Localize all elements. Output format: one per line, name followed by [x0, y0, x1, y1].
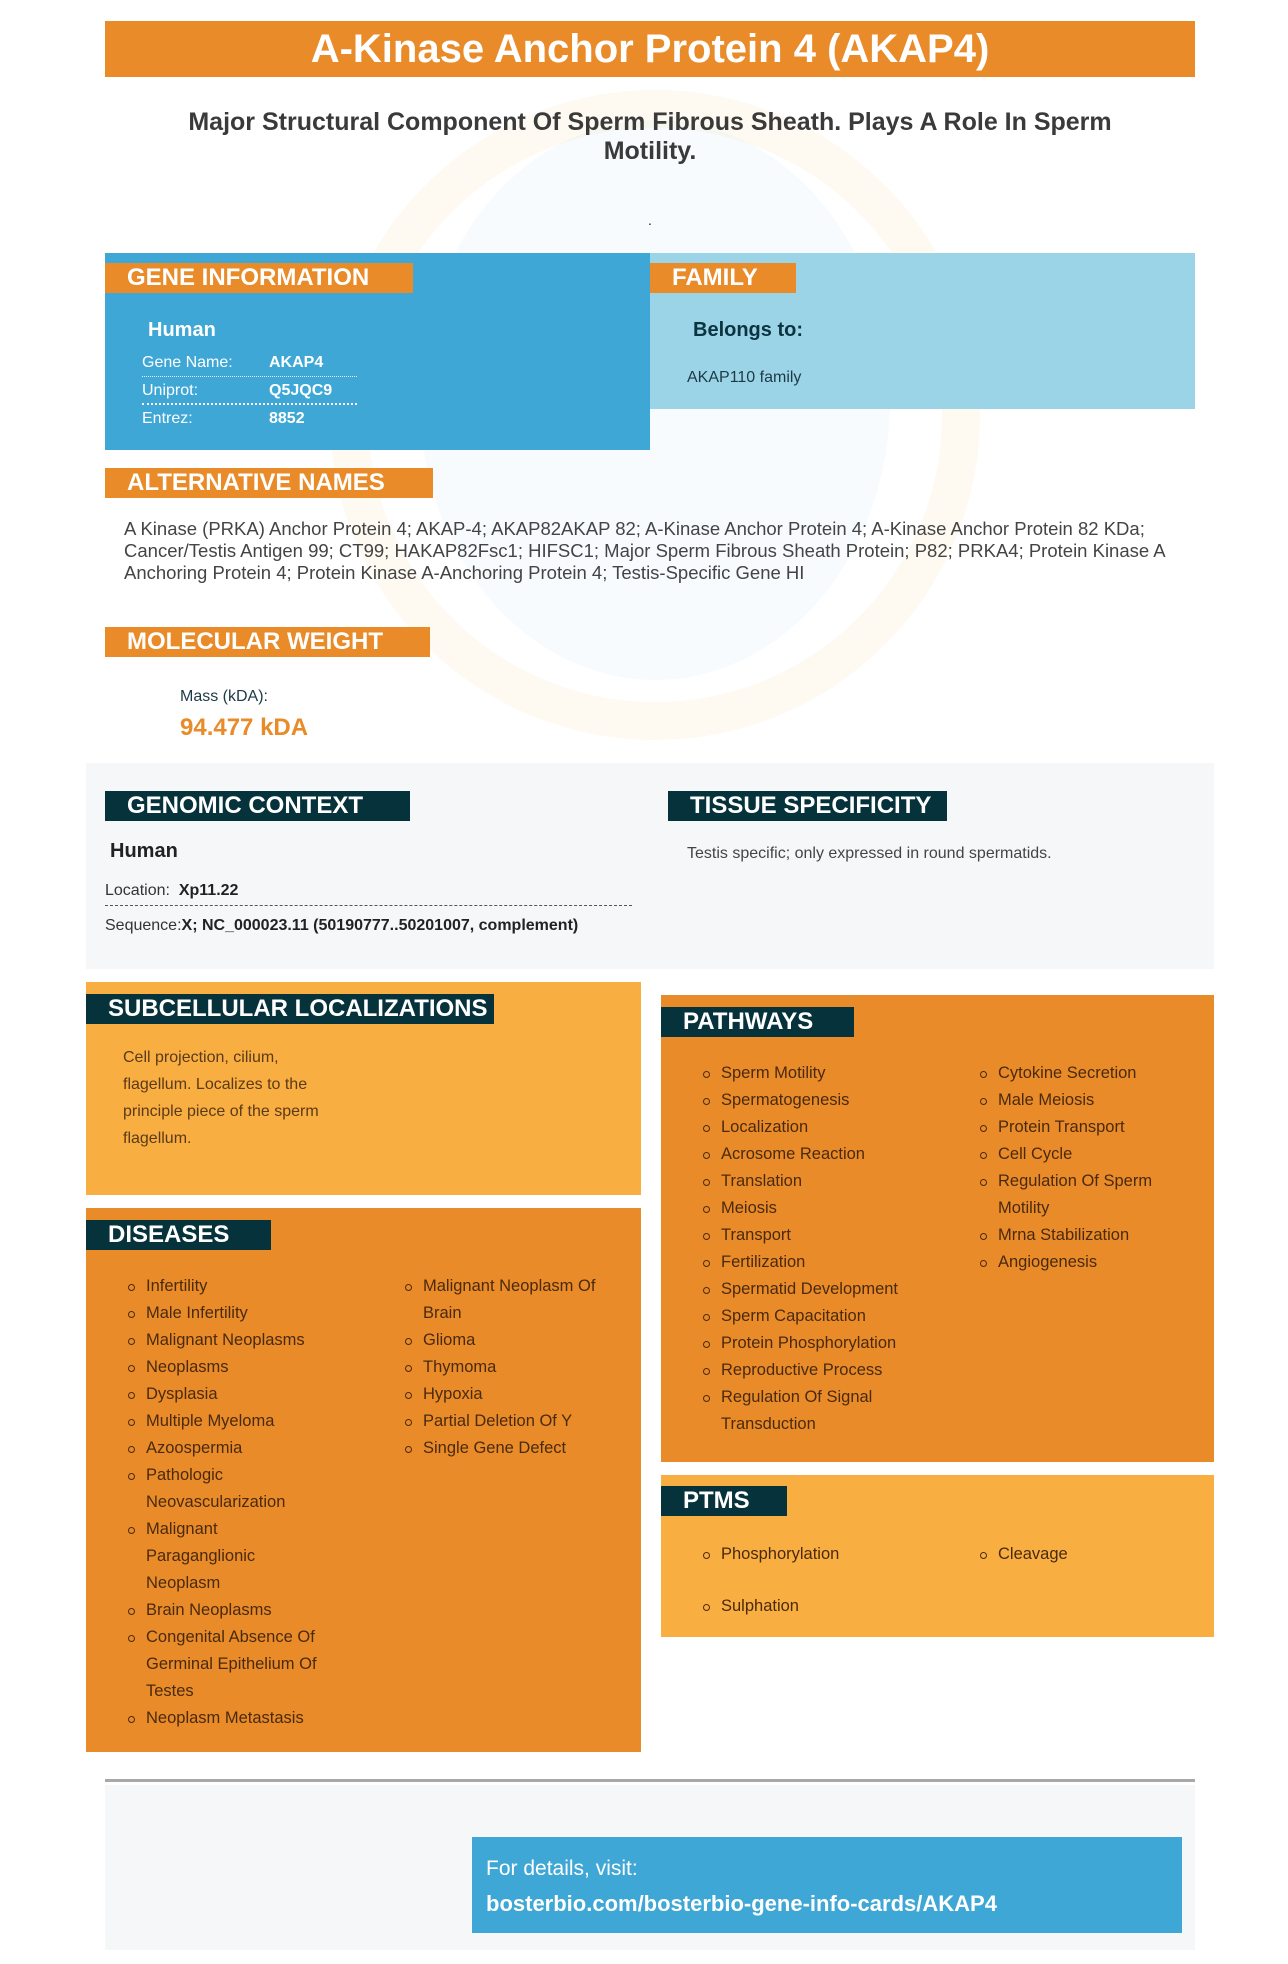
gene-name-label: Gene Name:: [142, 354, 233, 371]
entrez-row: [142, 405, 357, 433]
pathways-section: [661, 995, 1214, 1462]
gene-information-section: [105, 253, 650, 450]
list-item: Glioma: [405, 1327, 615, 1354]
uniprot-value: Q5JQC9: [269, 382, 333, 399]
family-heading: FAMILY: [650, 263, 796, 293]
sequence-label: Sequence:: [105, 917, 182, 934]
gene-information-heading: GENE INFORMATION: [105, 263, 413, 293]
list-item: Infertility: [128, 1273, 338, 1300]
diseases-list-col1: [128, 1273, 338, 1732]
gene-name-row: [142, 349, 357, 377]
list-item: Spermatogenesis: [703, 1087, 933, 1114]
pathways-list-col1: [703, 1060, 933, 1438]
mass-label: Mass (kDA):: [180, 688, 268, 705]
location-label: Location:: [105, 882, 170, 899]
list-item: Mrna Stabilization: [980, 1222, 1190, 1249]
visit-label: For details, visit:: [486, 1857, 638, 1880]
list-item: Male Infertility: [128, 1300, 338, 1327]
location-value: Xp11.22: [178, 882, 239, 899]
uniprot-label: Uniprot:: [142, 382, 199, 399]
list-item: Malignant Neoplasm Of Brain: [405, 1273, 615, 1327]
list-item: Partial Deletion Of Y: [405, 1408, 615, 1435]
tissue-specificity-heading: TISSUE SPECIFICITY: [668, 791, 947, 821]
visit-link-box[interactable]: [472, 1837, 1182, 1933]
sequence-row: [105, 911, 632, 941]
tissue-specificity-text: Testis specific; only expressed in round spermatids.: [687, 845, 1052, 862]
list-item: Neoplasm Metastasis: [128, 1705, 338, 1732]
list-item: Phosphorylation: [703, 1541, 933, 1568]
visit-url-link[interactable]: bosterbio.com/bosterbio-gene-info-cards/AKAP4: [486, 1891, 997, 1916]
ptms-section: [661, 1475, 1214, 1637]
ptms-heading: PTMS: [661, 1486, 787, 1516]
ptms-list-col2: [980, 1541, 1190, 1568]
alternative-names-text: A Kinase (PRKA) Anchor Protein 4; AKAP-4; AKAP82AKAP 82; A-Kinase Anchor Protein 4; A-Kinase Anchor Protein 82 KDa; Cancer/Testis Antigen 99; CT99; HAKAP82Fsc1; HIFSC1; Major Sperm Fibrous Sheath Protein; P82; PRKA4; Protein Kinase A Anchoring Protein 4; Protein Kinase A-Anchoring Protein 4; Testis-Specific Gene HI: [124, 518, 1165, 583]
family-section: [650, 253, 1195, 409]
diseases-list-col2: [405, 1273, 615, 1462]
separator-dot: .: [648, 212, 652, 228]
list-item: Sperm Motility: [703, 1060, 933, 1087]
ptms-list-col1: [703, 1541, 933, 1620]
list-item: Fertilization: [703, 1249, 933, 1276]
subcellular-localizations-text: Cell projection, cilium, flagellum. Localizes to the principle piece of the sperm flagellum.: [123, 1049, 319, 1147]
entrez-label: Entrez:: [142, 410, 193, 427]
list-item: Male Meiosis: [980, 1087, 1190, 1114]
list-item: Reproductive Process: [703, 1357, 933, 1384]
gene-name-value: AKAP4: [269, 354, 324, 371]
list-item: Congenital Absence Of Germinal Epithelium Of Testes: [128, 1624, 328, 1705]
list-item: Translation: [703, 1168, 933, 1195]
molecular-weight-heading: MOLECULAR WEIGHT: [105, 627, 430, 657]
pathways-heading: PATHWAYS: [661, 1007, 854, 1037]
list-item: Cytokine Secretion: [980, 1060, 1190, 1087]
list-item: Sperm Capacitation: [703, 1303, 933, 1330]
sequence-value: X; NC_000023.11 (50190777..50201007, complement): [181, 917, 579, 934]
list-item: Meiosis: [703, 1195, 933, 1222]
location-row: [105, 876, 632, 906]
list-item: Acrosome Reaction: [703, 1141, 933, 1168]
list-item: Neoplasms: [128, 1354, 338, 1381]
list-item: Protein Transport: [980, 1114, 1190, 1141]
family-belongs-label: Belongs to:: [693, 319, 803, 341]
genomic-context-heading: GENOMIC CONTEXT: [105, 791, 410, 821]
list-item: Thymoma: [405, 1354, 615, 1381]
page-title: A-Kinase Anchor Protein 4 (AKAP4): [105, 21, 1195, 77]
list-item: Dysplasia: [128, 1381, 338, 1408]
list-item: Localization: [703, 1114, 933, 1141]
list-item: Cell Cycle: [980, 1141, 1190, 1168]
list-item: Malignant Neoplasms: [128, 1327, 338, 1354]
genomic-species: Human: [110, 840, 178, 862]
list-item: Protein Phosphorylation: [703, 1330, 933, 1357]
family-value: AKAP110 family: [687, 369, 802, 386]
diseases-heading: DISEASES: [86, 1220, 271, 1250]
gene-species: Human: [148, 319, 216, 341]
alternative-names-heading: ALTERNATIVE NAMES: [105, 468, 433, 498]
page-subtitle: Major Structural Component Of Sperm Fibrous Sheath. Plays A Role In Sperm Motility.: [188, 108, 1112, 165]
list-item: Multiple Myeloma: [128, 1408, 338, 1435]
diseases-section: [86, 1208, 641, 1752]
pathways-list-col2: [980, 1060, 1190, 1276]
list-item: Brain Neoplasms: [128, 1597, 338, 1624]
subcellular-localizations-section: [86, 982, 641, 1195]
list-item: Spermatid Development: [703, 1276, 933, 1303]
mass-value: 94.477 kDA: [180, 714, 309, 741]
list-item: Angiogenesis: [980, 1249, 1190, 1276]
entrez-value: 8852: [269, 410, 305, 427]
list-item: Regulation Of Signal Transduction: [703, 1384, 893, 1438]
list-item: Cleavage: [980, 1541, 1190, 1568]
list-item: Hypoxia: [405, 1381, 615, 1408]
subcellular-localizations-heading: SUBCELLULAR LOCALIZATIONS: [86, 994, 494, 1024]
footer-divider: [105, 1779, 1195, 1782]
list-item: Azoospermia: [128, 1435, 338, 1462]
list-item: Regulation Of Sperm Motility: [980, 1168, 1180, 1222]
list-item: Single Gene Defect: [405, 1435, 615, 1462]
list-item: Transport: [703, 1222, 933, 1249]
list-item: Malignant Paraganglionic Neoplasm: [128, 1516, 258, 1597]
list-item: Pathologic Neovascularization: [128, 1462, 298, 1516]
uniprot-row: [142, 377, 357, 405]
list-item: Sulphation: [703, 1593, 933, 1620]
